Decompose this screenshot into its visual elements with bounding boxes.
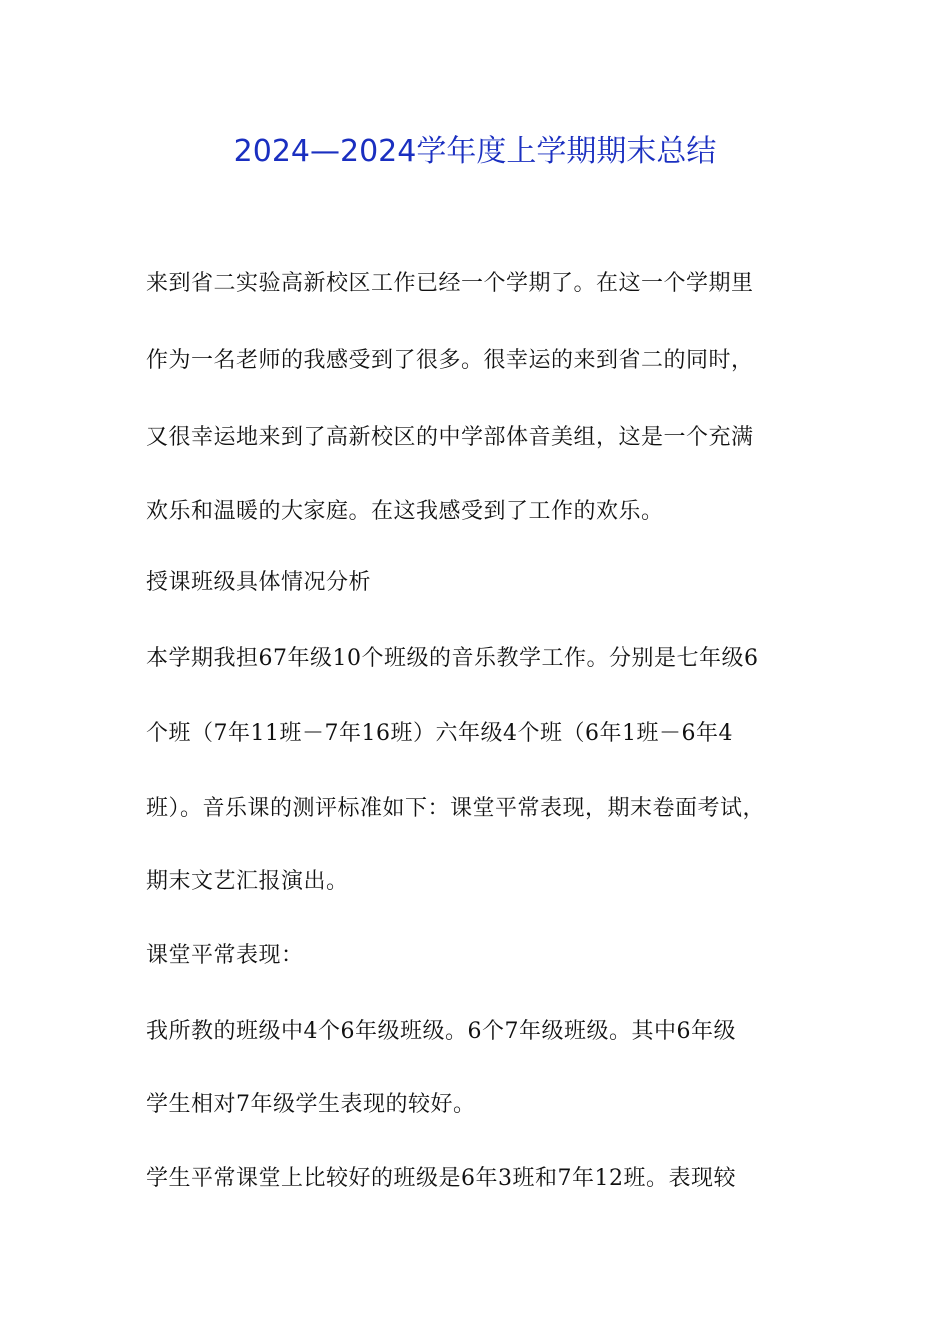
paragraph-line: 班）。音乐课的测评标准如下：课堂平常表现，期末卷面考试， [146,796,766,821]
paragraph-line: 来到省二实验高新校区工作已经一个学期了。在这一个学期里 [146,271,754,296]
paragraph-line: 又很幸运地来到了高新校区的中学部体音美组，这是一个充满 [146,425,754,450]
section-heading: 课堂平常表现： [146,943,304,968]
paragraph-line: 个班（7年11班－7年16班）六年级4个班（6年1班－6年4 [146,721,733,746]
paragraph-line: 本学期我担67年级10个班级的音乐教学工作。分别是七年级6 [146,646,759,671]
paragraph-line: 作为一名老师的我感受到了很多。很幸运的来到省二的同时， [146,348,754,373]
section-heading: 授课班级具体情况分析 [146,570,372,595]
paragraph-line: 我所教的班级中4个6年级班级。6个7年级班级。其中6年级 [146,1019,736,1044]
paragraph-line: 学生平常课堂上比较好的班级是6年3班和7年12班。表现较 [146,1166,736,1191]
paragraph-line: 期末文艺汇报演出。 [146,869,349,894]
paragraph-line: 学生相对7年级学生表现的较好。 [146,1092,476,1117]
paragraph-line: 欢乐和温暖的大家庭。在这我感受到了工作的欢乐。 [146,499,664,524]
document-title: 2024—2024学年度上学期期末总结 [233,134,717,169]
